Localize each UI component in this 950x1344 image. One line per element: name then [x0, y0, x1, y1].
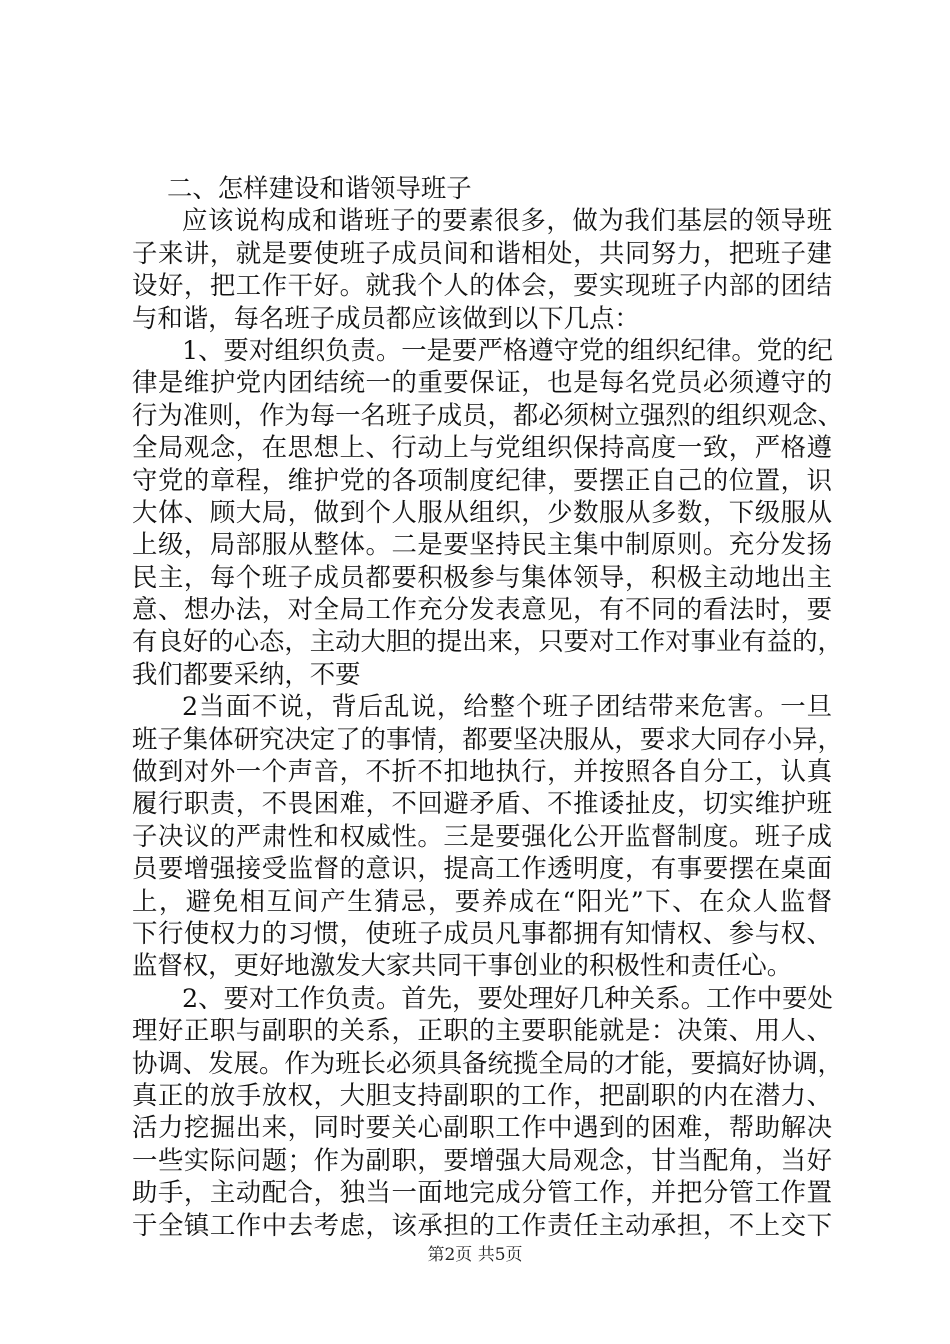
- paragraph-line: 员要增强接受监督的意识，提高工作透明度，有事要摆在桌面: [132, 853, 832, 884]
- paragraph-line: 子来讲，就是要使班子成员间和谐相处，共同努力，把班子建: [132, 237, 832, 268]
- paragraph-line: 全局观念，在思想上、行动上与党组织保持高度一致，严格遵: [132, 432, 832, 463]
- paragraph-line: 理好正职与副职的关系，正职的主要职能就是：决策、用人、: [132, 1015, 832, 1046]
- paragraph-line: 2当面不说，背后乱说，给整个班子团结带来危害。一旦: [182, 691, 832, 722]
- paragraph-line: 下行使权力的习惯，使班子成员凡事都拥有知情权、参与权、: [132, 917, 832, 948]
- paragraph-line: 设好，把工作干好。就我个人的体会，要实现班子内部的团结: [132, 270, 832, 301]
- paragraph-line: 协调、发展。作为班长必须具备统揽全局的才能，要搞好协调，: [132, 1047, 843, 1078]
- paragraph-line: 助手，主动配合，独当一面地完成分管工作，并把分管工作置: [132, 1177, 832, 1208]
- paragraph-line: 2、要对工作负责。首先，要处理好几种关系。工作中要处: [182, 982, 833, 1013]
- paragraph-line: 做到对外一个声音，不折不扣地执行，并按照各自分工，认真: [132, 756, 832, 787]
- paragraph-line: 律是维护党内团结统一的重要保证，也是每名党员必须遵守的: [132, 367, 832, 398]
- paragraph-line: 一些实际问题；作为副职，要增强大局观念，甘当配角，当好: [132, 1144, 832, 1175]
- paragraph-line: 大体、顾大局，做到个人服从组织，少数服从多数，下级服从: [132, 496, 832, 527]
- page-footer: 第2页 共5页: [427, 1245, 523, 1265]
- paragraph-line: 上级，局部服从整体。二是要坚持民主集中制原则。充分发扬: [132, 529, 832, 560]
- paragraph-line: 上，避免相互间产生猜忌，要养成在“阳光”下、在众人监督: [132, 885, 832, 916]
- paragraph-line: 1、要对组织负责。一是要严格遵守党的组织纪律。党的纪: [182, 334, 833, 365]
- paragraph-line: 民主，每个班子成员都要积极参与集体领导，积极主动地出主: [132, 561, 832, 592]
- paragraph-line: 于全镇工作中去考虑，该承担的工作责任主动承担，不上交下: [132, 1209, 832, 1240]
- paragraph-line: 监督权，更好地激发大家共同干事创业的积极性和责任心。: [132, 950, 793, 981]
- paragraph-line: 行为准则，作为每一名班子成员，都必须树立强烈的组织观念、: [132, 399, 843, 430]
- paragraph-line: 有良好的心态，主动大胆的提出来，只要对工作对事业有益的，: [132, 626, 843, 657]
- paragraph-line: 与和谐，每名班子成员都应该做到以下几点：: [132, 302, 640, 333]
- document-body: [132, 172, 843, 1241]
- paragraph-line: 履行职责，不畏困难，不回避矛盾、不推诿扯皮，切实维护班: [132, 788, 832, 819]
- paragraph-line: 守党的章程，维护党的各项制度纪律，要摆正自己的位置，识: [132, 464, 832, 495]
- paragraph-line: 班子集体研究决定了的事情，都要坚决服从，要求大同存小异，: [132, 723, 843, 754]
- paragraph-line: 应该说构成和谐班子的要素很多，做为我们基层的领导班: [182, 205, 832, 236]
- paragraph-line: 真正的放手放权，大胆支持副职的工作，把副职的内在潜力、: [132, 1079, 832, 1110]
- paragraph-line: 子决议的严肃性和权威性。三是要强化公开监督制度。班子成: [132, 820, 832, 851]
- paragraph-line: 活力挖掘出来，同时要关心副职工作中遇到的困难，帮助解决: [132, 1112, 832, 1143]
- paragraph-line: 意、想办法，对全局工作充分发表意见，有不同的看法时，要: [132, 594, 832, 625]
- section-heading: 二、怎样建设和谐领导班子: [167, 173, 472, 203]
- paragraph-line: 我们都要采纳，不要: [132, 658, 361, 689]
